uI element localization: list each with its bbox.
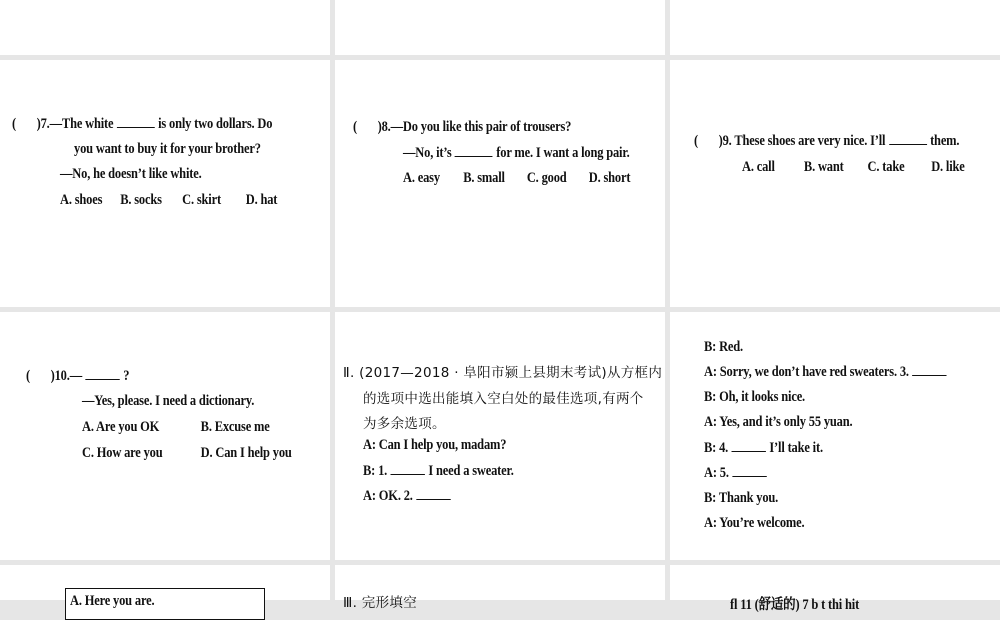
q8-line1: ( )8.—Do you like this pair of trousers?: [353, 119, 572, 135]
q9-option-b[interactable]: B. want: [803, 159, 844, 175]
q7-line3: —No, he doesn’t like white.: [60, 166, 202, 182]
q8-option-a[interactable]: A. easy: [403, 170, 440, 186]
q8-line2: —No, it’s for me. I want a long pair.: [403, 145, 630, 161]
options-box: [65, 588, 265, 620]
q9-option-c[interactable]: C. take: [867, 159, 905, 175]
q7-line1: ( )7.—The white is only two dollars. Do: [12, 116, 273, 132]
blank-1[interactable]: [391, 473, 425, 475]
dialogue-line-11: A: You’re welcome.: [704, 515, 805, 531]
q7-option-d[interactable]: D. hat: [245, 192, 278, 208]
q10-line1: ( )10.— ?: [26, 368, 130, 384]
blank-3[interactable]: [912, 374, 946, 376]
panel-top-right: [670, 0, 1000, 55]
q10-option-c[interactable]: C. How are you: [82, 445, 163, 461]
panel-bottom-middle: [335, 565, 665, 611]
dialogue-line-8: B: 4. I’ll take it.: [704, 440, 823, 456]
dialogue-line-4: B: Red.: [704, 339, 743, 355]
q7-option-b[interactable]: B. socks: [120, 192, 162, 208]
dialogue-line-10: B: Thank you.: [704, 490, 779, 506]
q9-options: [742, 159, 965, 176]
panel-top-left: [0, 0, 330, 55]
dialogue-line-6: B: Oh, it looks nice.: [704, 389, 806, 405]
section2-instruction-line2: 的选项中选出能填入空白处的最佳选项,有两个: [363, 391, 644, 407]
dialogue-line-1: A: Can I help you, madam?: [363, 437, 507, 453]
q9-line1: ( )9. These shoes are very nice. I’ll them.: [694, 133, 960, 149]
q10-line2: —Yes, please. I need a dictionary.: [82, 393, 255, 409]
q8-options: [403, 170, 630, 187]
options-box-text: A. Here you are.: [70, 593, 155, 609]
q9-option-a[interactable]: A. call: [742, 159, 775, 175]
panel-question-9: [670, 60, 1000, 307]
q8-option-c[interactable]: C. good: [526, 170, 567, 186]
section3-heading: Ⅲ. 完形填空: [343, 595, 417, 611]
blank-5[interactable]: [732, 475, 766, 477]
blank-4[interactable]: [732, 450, 766, 452]
q7-line2: you want to buy it for your brother?: [74, 141, 261, 157]
section2-instruction-line3: 为多余选项。: [363, 416, 446, 432]
q10-blank[interactable]: [85, 378, 119, 380]
panel-top-middle: [335, 0, 665, 55]
q8-option-b[interactable]: B. small: [463, 170, 505, 186]
q7-option-a[interactable]: A. shoes: [60, 192, 103, 208]
q10-options-row2: [82, 445, 292, 462]
q7-option-c[interactable]: C. skirt: [182, 192, 221, 208]
q10-option-d[interactable]: D. Can I help you: [200, 445, 292, 461]
blank-2[interactable]: [416, 498, 450, 500]
bottom-right-text: fl 11 (舒适的) 7 b t thi hit: [730, 597, 860, 613]
panel-section-2: [335, 312, 665, 560]
q10-option-a[interactable]: A. Are you OK: [82, 419, 160, 435]
section2-heading: Ⅱ. (2017—2018 · 阜阳市颍上县期末考试)从方框内: [343, 365, 663, 381]
panel-question-10: [0, 312, 330, 560]
dialogue-line-3: A: OK. 2.: [363, 488, 454, 505]
panel-dialogue-continued: [670, 312, 1000, 560]
q7-blank[interactable]: [117, 126, 155, 128]
dialogue-line-2: B: 1. I need a sweater.: [363, 463, 514, 479]
q9-option-d[interactable]: D. like: [931, 159, 965, 175]
q10-option-b[interactable]: B. Excuse me: [200, 419, 270, 435]
q10-options-row1: [82, 419, 270, 436]
q9-blank[interactable]: [889, 143, 927, 145]
dialogue-line-5: A: Sorry, we don’t have red sweaters. 3.: [704, 364, 950, 381]
panel-bottom-right: [670, 565, 1000, 613]
q8-blank[interactable]: [455, 155, 493, 157]
q7-options: [60, 192, 277, 209]
panel-question-7: [0, 60, 330, 307]
panel-question-8: [335, 60, 665, 307]
q8-option-d[interactable]: D. short: [588, 170, 631, 186]
panel-bottom-left: [0, 565, 330, 609]
dialogue-line-7: A: Yes, and it’s only 55 yuan.: [704, 414, 853, 430]
dialogue-line-9: A: 5.: [704, 465, 770, 482]
